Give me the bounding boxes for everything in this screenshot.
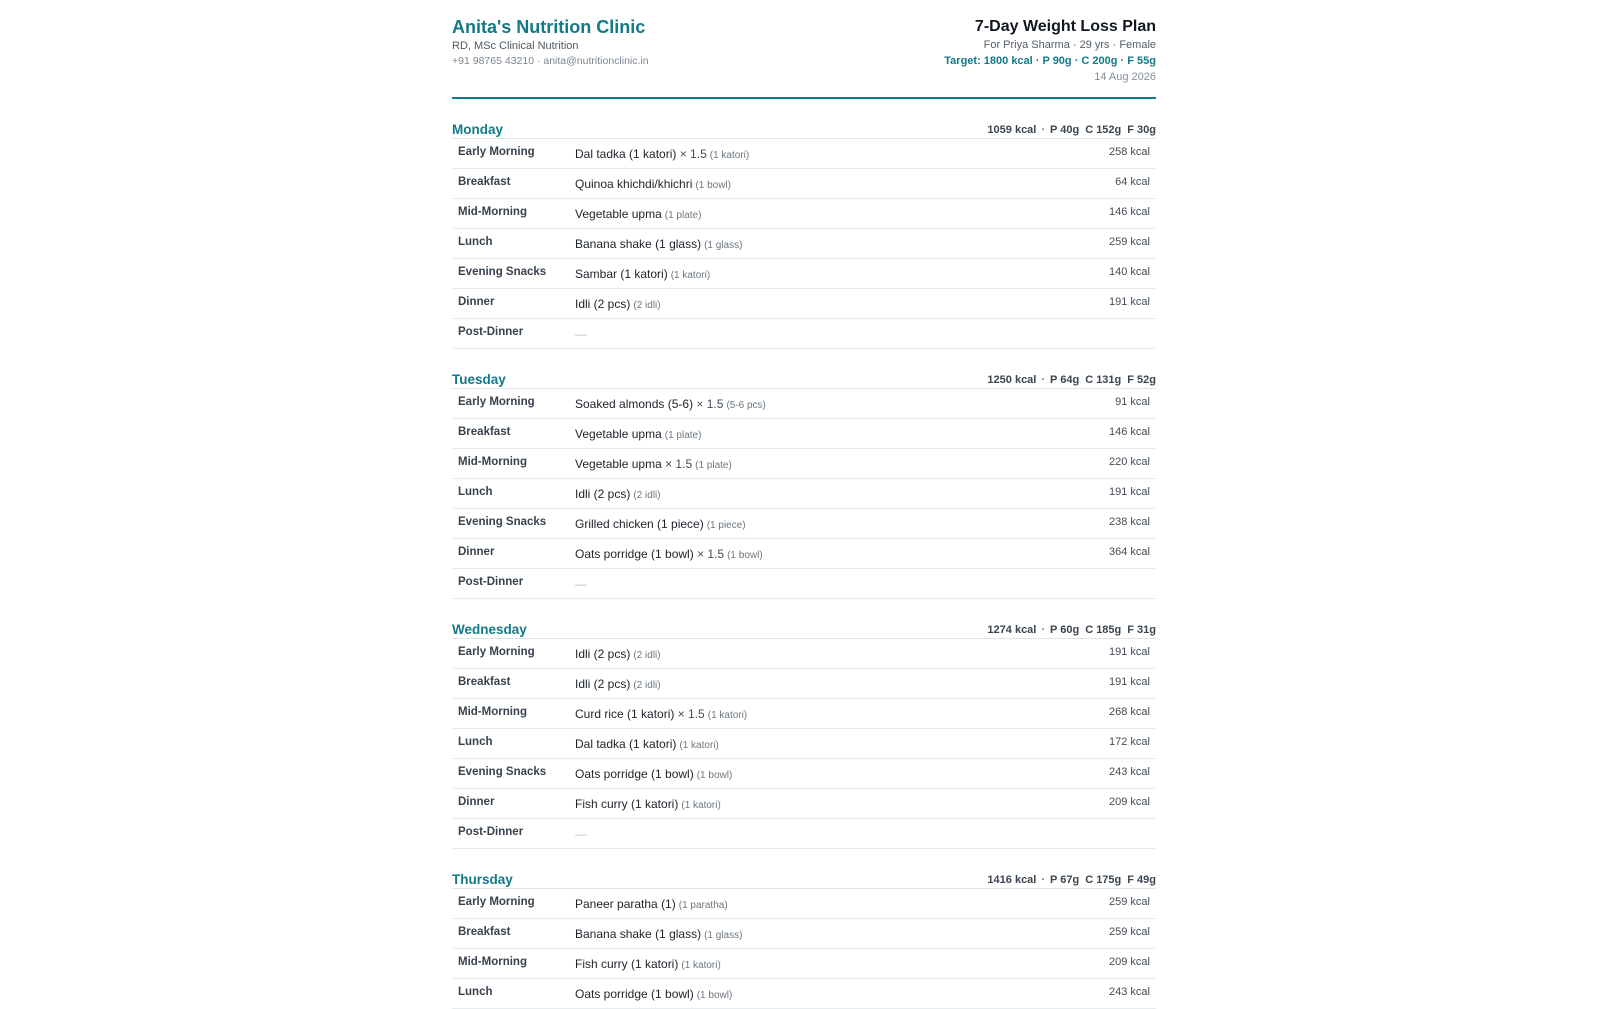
meal-food: [575, 517, 1040, 531]
meal-food-name: Dal tadka (1 katori): [575, 737, 677, 751]
day-totals: [987, 624, 1156, 637]
meal-row: [452, 729, 1156, 759]
meal-food: [575, 577, 1040, 591]
meal-empty: —: [575, 327, 587, 341]
meal-serving: (1 glass): [704, 930, 743, 941]
meal-multiplier: × 1.5: [697, 547, 725, 561]
meal-row: [452, 759, 1156, 789]
meal-food: [575, 547, 1040, 561]
day-name: Wednesday: [452, 622, 527, 637]
meal-food: [575, 737, 1040, 751]
meal-serving: (5-6 pcs): [726, 400, 766, 411]
meal-food-name: Oats porridge (1 bowl): [575, 547, 694, 561]
plan-header: [452, 17, 1156, 99]
meal-food-name: Idli (2 pcs): [575, 297, 631, 311]
meal-row: [452, 669, 1156, 699]
meal-serving: (1 bowl): [727, 550, 763, 561]
meal-kcal: 364 kcal: [1109, 546, 1150, 558]
meal-kcal: 191 kcal: [1109, 676, 1150, 688]
clinic-info: [452, 17, 649, 68]
meal-kcal: 243 kcal: [1109, 766, 1150, 778]
day-carbs: C 152g: [1085, 124, 1122, 136]
meal-serving: (1 plate): [695, 460, 732, 471]
meal-label: Early Morning: [458, 896, 535, 908]
meal-food-name: Sambar (1 katori): [575, 267, 668, 281]
day-fat: F 31g: [1127, 624, 1156, 636]
meal-serving: (1 katori): [707, 710, 748, 721]
meal-serving: (1 plate): [664, 210, 702, 221]
meal-food-name: Banana shake (1 glass): [575, 237, 702, 251]
meal-food-name: Fish curry (1 katori): [575, 957, 679, 971]
meal-row: [452, 819, 1156, 849]
meal-kcal: 191 kcal: [1109, 296, 1150, 308]
diet-plan-page: [452, 17, 1156, 1009]
meal-label: Lunch: [458, 236, 493, 248]
plan-target: Target: 1800 kcal · P 90g · C 200g · F 55g: [944, 55, 1156, 67]
meal-label: Post-Dinner: [458, 826, 524, 838]
day-fat: F 30g: [1127, 124, 1156, 136]
meal-label: Lunch: [458, 486, 493, 498]
meal-food-name: Oats porridge (1 bowl): [575, 987, 694, 1001]
day-carbs: C 185g: [1085, 624, 1122, 636]
meal-serving: (1 katori): [681, 960, 721, 971]
clinic-credentials: RD, MSc Clinical Nutrition: [452, 40, 579, 52]
meal-serving: (1 katori): [670, 270, 711, 281]
meal-food-name: Curd rice (1 katori): [575, 707, 675, 721]
meal-row: [452, 539, 1156, 569]
meal-row: [452, 389, 1156, 419]
meal-multiplier: × 1.5: [679, 147, 707, 161]
meal-kcal: 209 kcal: [1109, 796, 1150, 808]
day-totals: [987, 874, 1156, 887]
clinic-contact: +91 98765 43210 · anita@nutritionclinic.in: [452, 55, 649, 67]
meal-food-name: Vegetable upma: [575, 427, 662, 441]
day-name: Tuesday: [452, 372, 506, 387]
meal-multiplier: × 1.5: [696, 397, 724, 411]
meal-label: Breakfast: [458, 676, 511, 688]
plan-client: For Priya Sharma · 29 yrs · Female: [983, 39, 1156, 51]
day-carbs: C 131g: [1085, 374, 1122, 386]
meal-row: [452, 889, 1156, 919]
day-totals: [987, 124, 1156, 137]
day-fat: F 49g: [1127, 874, 1156, 886]
meal-food: [575, 207, 1040, 221]
day-name: Thursday: [452, 872, 513, 887]
meal-serving: (1 bowl): [695, 180, 731, 191]
meal-label: Evening Snacks: [458, 266, 547, 278]
day-fat: F 52g: [1127, 374, 1156, 386]
meal-row: [452, 789, 1156, 819]
meal-label: Evening Snacks: [458, 516, 547, 528]
meal-row: [452, 479, 1156, 509]
meal-serving: (1 katori): [679, 740, 719, 751]
meal-kcal: 172 kcal: [1109, 736, 1150, 748]
day-protein: P 67g: [1050, 874, 1080, 886]
meal-serving: (1 bowl): [696, 770, 733, 781]
plan-title: 7-Day Weight Loss Plan: [974, 18, 1156, 35]
meal-kcal: 259 kcal: [1109, 926, 1150, 938]
meal-serving: (2 idli): [633, 650, 661, 661]
meal-label: Breakfast: [458, 926, 511, 938]
day-kcal: 1059 kcal: [987, 124, 1037, 136]
meal-kcal: 259 kcal: [1109, 236, 1150, 248]
meal-food-name: Dal tadka (1 katori): [575, 147, 677, 161]
meal-row: [452, 139, 1156, 169]
meal-label: Mid-Morning: [458, 706, 527, 718]
meal-label: Breakfast: [458, 176, 511, 188]
meal-label: Evening Snacks: [458, 766, 547, 778]
meal-row: [452, 199, 1156, 229]
meal-food: [575, 487, 1040, 501]
meal-food: [575, 267, 1040, 281]
meal-empty: —: [575, 577, 587, 591]
meal-food: [575, 707, 1040, 721]
meal-serving: (1 piece): [706, 520, 746, 531]
meal-food: [575, 797, 1040, 811]
day-header: [452, 365, 1156, 389]
meal-row: [452, 569, 1156, 599]
meal-food-name: Quinoa khichdi/khichri: [575, 177, 693, 191]
day-protein: P 40g: [1050, 124, 1080, 136]
meal-kcal: 146 kcal: [1109, 426, 1150, 438]
meal-serving: (2 idli): [633, 680, 661, 691]
separator-dot: ·: [1041, 624, 1046, 636]
separator-dot: ·: [1041, 874, 1046, 886]
meal-food-name: Soaked almonds (5-6): [575, 397, 694, 411]
day-section-monday: [452, 115, 1156, 349]
meal-food-name: Banana shake (1 glass): [575, 927, 702, 941]
meal-label: Mid-Morning: [458, 206, 527, 218]
meal-food-name: Oats porridge (1 bowl): [575, 767, 694, 781]
meal-row: [452, 259, 1156, 289]
meal-food: [575, 427, 1040, 441]
meal-serving: (2 idli): [633, 300, 661, 311]
meal-label: Dinner: [458, 296, 495, 308]
meal-serving: (1 katori): [709, 150, 750, 161]
plan-info: [944, 17, 1156, 85]
meal-row: [452, 949, 1156, 979]
day-kcal: 1250 kcal: [987, 374, 1037, 386]
day-name: Monday: [452, 122, 504, 137]
meal-food: [575, 237, 1040, 251]
meal-food: [575, 177, 1040, 191]
meal-row: [452, 919, 1156, 949]
meal-label: Breakfast: [458, 426, 511, 438]
meal-food: [575, 677, 1040, 691]
meal-label: Dinner: [458, 546, 495, 558]
day-totals: [987, 374, 1156, 387]
meal-food-name: Grilled chicken (1 piece): [575, 517, 704, 531]
meal-multiplier: × 1.5: [677, 707, 705, 721]
meal-kcal: 243 kcal: [1109, 986, 1150, 998]
meal-kcal: 146 kcal: [1109, 206, 1150, 218]
day-section-tuesday: [452, 365, 1156, 599]
meal-label: Lunch: [458, 736, 493, 748]
separator-dot: ·: [1041, 374, 1046, 386]
meal-row: [452, 979, 1156, 1009]
meal-food: [575, 897, 1040, 911]
meal-kcal: 191 kcal: [1109, 486, 1150, 498]
meal-food-name: Vegetable upma: [575, 207, 662, 221]
meal-food: [575, 957, 1040, 971]
meal-multiplier: × 1.5: [665, 457, 693, 471]
meal-label: Post-Dinner: [458, 576, 524, 588]
meal-kcal: 220 kcal: [1109, 456, 1150, 468]
days-list: [452, 115, 1156, 1009]
separator-dot: ·: [1041, 124, 1046, 136]
day-kcal: 1416 kcal: [987, 874, 1037, 886]
meal-row: [452, 419, 1156, 449]
meal-kcal: 258 kcal: [1109, 146, 1150, 158]
meal-kcal: 191 kcal: [1109, 646, 1150, 658]
meal-kcal: 268 kcal: [1109, 706, 1150, 718]
meal-label: Dinner: [458, 796, 495, 808]
meal-food: [575, 767, 1040, 781]
meal-kcal: 209 kcal: [1109, 956, 1150, 968]
day-section-wednesday: [452, 615, 1156, 849]
meal-row: [452, 449, 1156, 479]
day-carbs: C 175g: [1085, 874, 1122, 886]
meal-row: [452, 319, 1156, 349]
meal-label: Mid-Morning: [458, 456, 527, 468]
meal-label: Mid-Morning: [458, 956, 527, 968]
meal-row: [452, 699, 1156, 729]
meal-food: [575, 827, 1040, 841]
meal-row: [452, 289, 1156, 319]
meal-serving: (1 bowl): [696, 990, 733, 1001]
day-header: [452, 865, 1156, 889]
meal-food: [575, 397, 1040, 411]
meal-serving: (1 paratha): [678, 900, 728, 911]
meal-food: [575, 987, 1040, 1001]
day-protein: P 64g: [1050, 374, 1080, 386]
meal-row: [452, 169, 1156, 199]
meal-label: Lunch: [458, 986, 493, 998]
meal-food-name: Paneer paratha (1): [575, 897, 676, 911]
meal-food-name: Idli (2 pcs): [575, 487, 631, 501]
meal-food: [575, 297, 1040, 311]
meal-serving: (1 glass): [704, 240, 743, 251]
plan-date: 14 Aug 2026: [1094, 71, 1156, 83]
meal-label: Early Morning: [458, 396, 535, 408]
meal-kcal: 259 kcal: [1109, 896, 1150, 908]
meal-kcal: 64 kcal: [1115, 176, 1150, 188]
meal-food: [575, 327, 1040, 341]
meal-row: [452, 639, 1156, 669]
day-section-thursday: [452, 865, 1156, 1009]
meal-kcal: 91 kcal: [1115, 396, 1150, 408]
meal-label: Early Morning: [458, 146, 535, 158]
meal-label: Post-Dinner: [458, 326, 524, 338]
meal-food: [575, 927, 1040, 941]
meal-food: [575, 147, 1040, 161]
meal-row: [452, 509, 1156, 539]
meal-kcal: 238 kcal: [1109, 516, 1150, 528]
clinic-name: Anita's Nutrition Clinic: [452, 17, 646, 37]
meal-serving: (1 katori): [681, 800, 721, 811]
meal-food: [575, 457, 1040, 471]
meal-food-name: Vegetable upma: [575, 457, 662, 471]
meal-food: [575, 647, 1040, 661]
meal-serving: (2 idli): [633, 490, 661, 501]
meal-kcal: 140 kcal: [1109, 266, 1150, 278]
meal-food-name: Idli (2 pcs): [575, 677, 631, 691]
day-header: [452, 615, 1156, 639]
day-protein: P 60g: [1050, 624, 1080, 636]
meal-food-name: Fish curry (1 katori): [575, 797, 679, 811]
meal-serving: (1 plate): [664, 430, 702, 441]
day-kcal: 1274 kcal: [987, 624, 1037, 636]
meal-row: [452, 229, 1156, 259]
meal-empty: —: [575, 827, 587, 841]
day-header: [452, 115, 1156, 139]
meal-label: Early Morning: [458, 646, 535, 658]
meal-food-name: Idli (2 pcs): [575, 647, 631, 661]
